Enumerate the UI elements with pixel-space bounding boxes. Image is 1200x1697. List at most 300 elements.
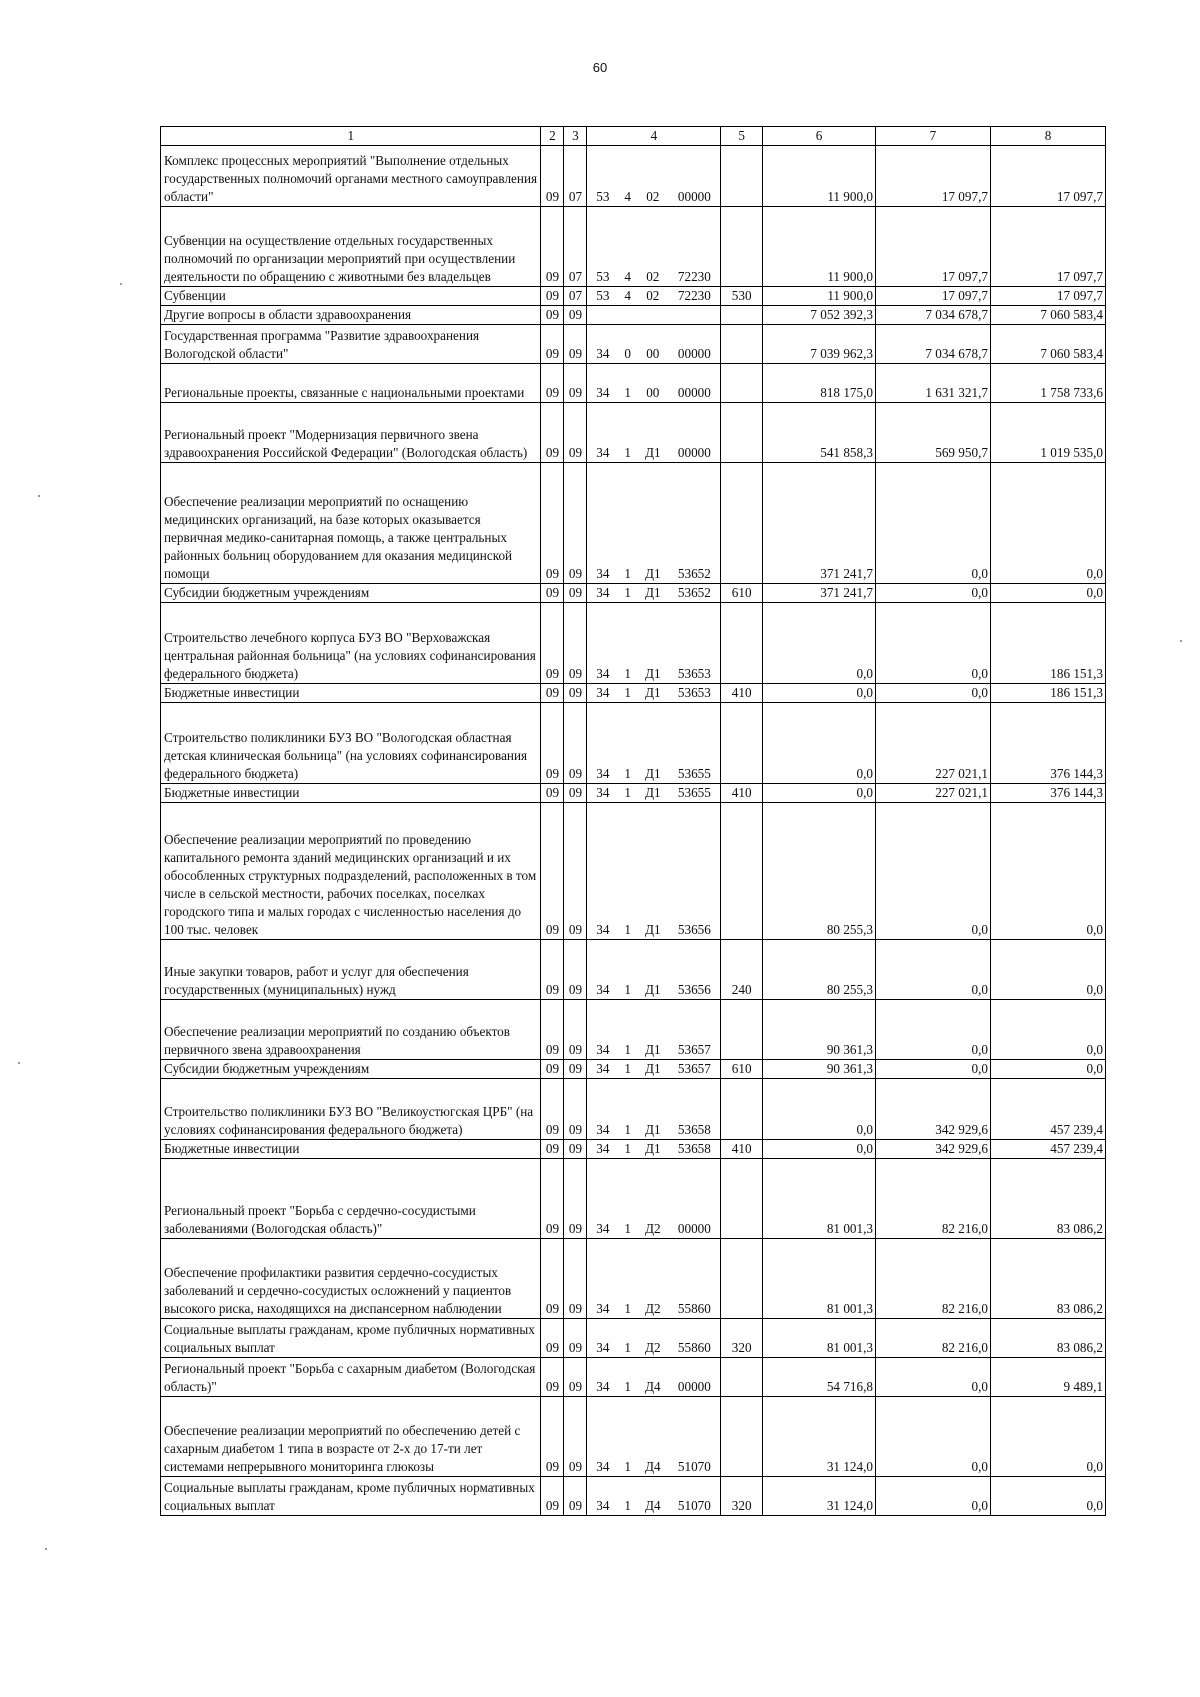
- code-project: 00: [637, 325, 668, 364]
- code-direction: 55860: [668, 1239, 720, 1319]
- code-section: 09: [541, 1239, 564, 1319]
- code-program: 53: [587, 146, 618, 207]
- code-project: Д4: [637, 1477, 668, 1516]
- amount-year-3: 457 239,4: [990, 1079, 1105, 1140]
- code-project: Д1: [637, 803, 668, 940]
- code-type: 4: [618, 207, 637, 287]
- amount-year-1: 371 241,7: [763, 584, 876, 603]
- header-col-6: 6: [763, 127, 876, 146]
- code-section: 09: [541, 1319, 564, 1358]
- code-program: 34: [587, 1159, 618, 1239]
- code-subsection: 07: [564, 207, 587, 287]
- code-section: 09: [541, 325, 564, 364]
- code-expense-type: [721, 306, 763, 325]
- code-section: 09: [541, 603, 564, 684]
- amount-year-2: 227 021,1: [875, 703, 990, 784]
- code-type: 1: [618, 803, 637, 940]
- code-program: 34: [587, 1397, 618, 1477]
- amount-year-2: 82 216,0: [875, 1239, 990, 1319]
- header-col-3: 3: [564, 127, 587, 146]
- code-section: 09: [541, 287, 564, 306]
- table-row: [161, 325, 1106, 364]
- amount-year-1: 81 001,3: [763, 1319, 876, 1358]
- header-col-1: 1: [161, 127, 541, 146]
- code-program: 34: [587, 684, 618, 703]
- code-type: 4: [618, 287, 637, 306]
- amount-year-1: 54 716,8: [763, 1358, 876, 1397]
- amount-year-3: 0,0: [990, 584, 1105, 603]
- code-type: 1: [618, 463, 637, 584]
- amount-year-2: 17 097,7: [875, 287, 990, 306]
- code-direction: 53653: [668, 684, 720, 703]
- row-name: Иные закупки товаров, работ и услуг для обеспечения государственных (муниципальных) нужд: [161, 940, 541, 1000]
- row-name: Обеспечение реализации мероприятий по созданию объектов первичного звена здравоохранения: [161, 1000, 541, 1060]
- row-name: Региональный проект "Модернизация первичного звена здравоохранения Российской Федерации" (Вологодская область): [161, 403, 541, 463]
- row-name: Региональные проекты, связанные с национальными проектами: [161, 364, 541, 403]
- code-project: Д1: [637, 703, 668, 784]
- code-expense-type: 320: [721, 1477, 763, 1516]
- code-subsection: 09: [564, 1477, 587, 1516]
- row-name: Бюджетные инвестиции: [161, 784, 541, 803]
- code-program: 34: [587, 325, 618, 364]
- code-expense-type: [721, 325, 763, 364]
- code-subsection: 09: [564, 403, 587, 463]
- code-section: 09: [541, 584, 564, 603]
- table-row: [161, 803, 1106, 940]
- code-project: Д1: [637, 784, 668, 803]
- code-expense-type: 610: [721, 1060, 763, 1079]
- amount-year-1: 80 255,3: [763, 803, 876, 940]
- amount-year-2: 0,0: [875, 1397, 990, 1477]
- amount-year-2: 0,0: [875, 463, 990, 584]
- code-project: 02: [637, 287, 668, 306]
- amount-year-3: 0,0: [990, 463, 1105, 584]
- code-direction: 53657: [668, 1000, 720, 1060]
- code-project: Д1: [637, 940, 668, 1000]
- table-row: [161, 287, 1106, 306]
- code-section: 09: [541, 684, 564, 703]
- code-direction: 00000: [668, 1358, 720, 1397]
- code-program: 34: [587, 1239, 618, 1319]
- code-expense-type: [721, 603, 763, 684]
- code-type: 1: [618, 1239, 637, 1319]
- table-row: [161, 1239, 1106, 1319]
- code-direction: 51070: [668, 1477, 720, 1516]
- code-subsection: 07: [564, 287, 587, 306]
- header-col-8: 8: [990, 127, 1105, 146]
- code-type: 1: [618, 584, 637, 603]
- table-row: [161, 603, 1106, 684]
- table-row: [161, 1319, 1106, 1358]
- code-direction: 53653: [668, 603, 720, 684]
- amount-year-3: 83 086,2: [990, 1239, 1105, 1319]
- code-program: 34: [587, 584, 618, 603]
- code-project: Д1: [637, 684, 668, 703]
- code-section: 09: [541, 463, 564, 584]
- code-direction: 00000: [668, 403, 720, 463]
- code-section: 09: [541, 146, 564, 207]
- code-expense-type: [721, 403, 763, 463]
- table-row: [161, 306, 1106, 325]
- amount-year-3: 0,0: [990, 1397, 1105, 1477]
- code-program: 34: [587, 603, 618, 684]
- code-project: 00: [637, 364, 668, 403]
- code-program: [587, 306, 618, 325]
- amount-year-2: 0,0: [875, 684, 990, 703]
- code-type: 1: [618, 1140, 637, 1159]
- table-row: [161, 146, 1106, 207]
- header-row: [161, 127, 1106, 146]
- code-type: 1: [618, 403, 637, 463]
- amount-year-3: 83 086,2: [990, 1319, 1105, 1358]
- code-expense-type: 410: [721, 1140, 763, 1159]
- code-section: 09: [541, 1060, 564, 1079]
- code-program: 34: [587, 1140, 618, 1159]
- amount-year-1: 31 124,0: [763, 1397, 876, 1477]
- row-name: Социальные выплаты гражданам, кроме публичных нормативных социальных выплат: [161, 1319, 541, 1358]
- row-name: Бюджетные инвестиции: [161, 1140, 541, 1159]
- scan-speck: [45, 1548, 47, 1550]
- code-subsection: 07: [564, 146, 587, 207]
- amount-year-3: 457 239,4: [990, 1140, 1105, 1159]
- row-name: Субсидии бюджетным учреждениям: [161, 1060, 541, 1079]
- code-expense-type: 320: [721, 1319, 763, 1358]
- amount-year-3: 186 151,3: [990, 603, 1105, 684]
- amount-year-3: 7 060 583,4: [990, 306, 1105, 325]
- code-program: 34: [587, 403, 618, 463]
- code-expense-type: 610: [721, 584, 763, 603]
- table-row: [161, 1079, 1106, 1140]
- code-section: 09: [541, 1477, 564, 1516]
- row-name: Региональный проект "Борьба с сахарным диабетом (Вологодская область)": [161, 1358, 541, 1397]
- code-project: Д1: [637, 1140, 668, 1159]
- code-subsection: 09: [564, 1060, 587, 1079]
- amount-year-1: 11 900,0: [763, 207, 876, 287]
- amount-year-3: 1 019 535,0: [990, 403, 1105, 463]
- amount-year-2: 7 034 678,7: [875, 306, 990, 325]
- table-row: [161, 1477, 1106, 1516]
- code-section: 09: [541, 784, 564, 803]
- scan-speck: [1180, 640, 1182, 642]
- code-section: 09: [541, 207, 564, 287]
- code-type: 1: [618, 784, 637, 803]
- code-subsection: 09: [564, 684, 587, 703]
- scan-speck: [120, 283, 122, 285]
- code-type: [618, 306, 637, 325]
- amount-year-2: 0,0: [875, 940, 990, 1000]
- row-name: Другие вопросы в области здравоохранения: [161, 306, 541, 325]
- table-row: [161, 463, 1106, 584]
- code-expense-type: [721, 1397, 763, 1477]
- code-direction: 00000: [668, 325, 720, 364]
- code-section: 09: [541, 940, 564, 1000]
- code-type: 1: [618, 364, 637, 403]
- code-subsection: 09: [564, 1000, 587, 1060]
- amount-year-3: 17 097,7: [990, 287, 1105, 306]
- amount-year-2: 7 034 678,7: [875, 325, 990, 364]
- code-program: 34: [587, 784, 618, 803]
- row-name: Субсидии бюджетным учреждениям: [161, 584, 541, 603]
- amount-year-2: 0,0: [875, 803, 990, 940]
- amount-year-3: 376 144,3: [990, 703, 1105, 784]
- amount-year-1: 0,0: [763, 1079, 876, 1140]
- table-row: [161, 784, 1106, 803]
- code-expense-type: [721, 207, 763, 287]
- code-type: 1: [618, 684, 637, 703]
- code-expense-type: [721, 463, 763, 584]
- code-subsection: 09: [564, 1239, 587, 1319]
- code-section: 09: [541, 1140, 564, 1159]
- table-row: [161, 1397, 1106, 1477]
- code-expense-type: [721, 146, 763, 207]
- code-section: 09: [541, 1159, 564, 1239]
- header-col-5: 5: [721, 127, 763, 146]
- row-name: Комплекс процессных мероприятий "Выполнение отдельных государственных полномочий органами местного самоуправления области": [161, 146, 541, 207]
- amount-year-1: 81 001,3: [763, 1239, 876, 1319]
- code-direction: 00000: [668, 364, 720, 403]
- code-subsection: 09: [564, 325, 587, 364]
- code-section: 09: [541, 1397, 564, 1477]
- scan-speck: [38, 495, 40, 497]
- code-type: 1: [618, 1060, 637, 1079]
- code-expense-type: 410: [721, 684, 763, 703]
- code-direction: [668, 306, 720, 325]
- code-subsection: 09: [564, 703, 587, 784]
- amount-year-3: 376 144,3: [990, 784, 1105, 803]
- row-name: Субвенции: [161, 287, 541, 306]
- code-direction: 53652: [668, 463, 720, 584]
- code-type: 1: [618, 603, 637, 684]
- code-expense-type: [721, 364, 763, 403]
- code-program: 34: [587, 703, 618, 784]
- amount-year-2: 0,0: [875, 584, 990, 603]
- code-direction: 00000: [668, 146, 720, 207]
- code-project: Д2: [637, 1159, 668, 1239]
- table-row: [161, 703, 1106, 784]
- row-name: Строительство лечебного корпуса БУЗ ВО "Верховажская центральная районная больница" (на условиях софинансирования федерального бюджета): [161, 603, 541, 684]
- code-subsection: 09: [564, 1319, 587, 1358]
- code-type: 1: [618, 1159, 637, 1239]
- code-project: Д1: [637, 463, 668, 584]
- amount-year-1: 90 361,3: [763, 1000, 876, 1060]
- amount-year-2: 0,0: [875, 1477, 990, 1516]
- amount-year-3: 0,0: [990, 940, 1105, 1000]
- code-section: 09: [541, 1000, 564, 1060]
- code-direction: 53655: [668, 784, 720, 803]
- code-program: 34: [587, 1477, 618, 1516]
- header-col-7: 7: [875, 127, 990, 146]
- amount-year-2: 0,0: [875, 1000, 990, 1060]
- code-direction: 53655: [668, 703, 720, 784]
- row-name: Обеспечение реализации мероприятий по проведению капитального ремонта зданий медицинских организаций и их обособленных структурных подразделений, расположенных в том числе в сельской местности, рабочих поселках, поселках городского типа и малых городах с численностью населения до 100 тыс. человек: [161, 803, 541, 940]
- row-name: Обеспечение реализации мероприятий по оснащению медицинских организаций, на базе которых оказывается первичная медико-санитарная помощь, а также центральных районных больниц оборудованием для оказания медицинской помощи: [161, 463, 541, 584]
- code-subsection: 09: [564, 584, 587, 603]
- code-section: 09: [541, 1079, 564, 1140]
- code-direction: 00000: [668, 1159, 720, 1239]
- table-row: [161, 1140, 1106, 1159]
- amount-year-1: 90 361,3: [763, 1060, 876, 1079]
- code-program: 34: [587, 940, 618, 1000]
- amount-year-2: 0,0: [875, 1060, 990, 1079]
- code-expense-type: [721, 1239, 763, 1319]
- code-type: 1: [618, 940, 637, 1000]
- row-name: Бюджетные инвестиции: [161, 684, 541, 703]
- code-expense-type: [721, 1358, 763, 1397]
- code-direction: 53658: [668, 1079, 720, 1140]
- code-subsection: 09: [564, 940, 587, 1000]
- table-row: [161, 207, 1106, 287]
- table-row: [161, 364, 1106, 403]
- amount-year-2: 0,0: [875, 603, 990, 684]
- code-project: 02: [637, 146, 668, 207]
- amount-year-3: 0,0: [990, 803, 1105, 940]
- code-subsection: 09: [564, 463, 587, 584]
- amount-year-2: 82 216,0: [875, 1159, 990, 1239]
- amount-year-2: 17 097,7: [875, 207, 990, 287]
- code-section: 09: [541, 306, 564, 325]
- amount-year-3: 186 151,3: [990, 684, 1105, 703]
- amount-year-2: 1 631 321,7: [875, 364, 990, 403]
- amount-year-3: 0,0: [990, 1000, 1105, 1060]
- page-number: 60: [592, 60, 608, 75]
- code-project: Д2: [637, 1239, 668, 1319]
- amount-year-1: 0,0: [763, 703, 876, 784]
- code-project: Д1: [637, 584, 668, 603]
- amount-year-1: 0,0: [763, 603, 876, 684]
- code-project: Д1: [637, 1079, 668, 1140]
- code-type: 1: [618, 1079, 637, 1140]
- code-project: Д2: [637, 1319, 668, 1358]
- header-col-4: 4: [587, 127, 721, 146]
- code-direction: 55860: [668, 1319, 720, 1358]
- code-direction: 53658: [668, 1140, 720, 1159]
- code-type: 1: [618, 1477, 637, 1516]
- code-subsection: 09: [564, 1140, 587, 1159]
- code-subsection: 09: [564, 364, 587, 403]
- code-project: Д1: [637, 603, 668, 684]
- amount-year-3: 0,0: [990, 1477, 1105, 1516]
- table-row: [161, 1159, 1106, 1239]
- code-subsection: 09: [564, 784, 587, 803]
- code-expense-type: 240: [721, 940, 763, 1000]
- amount-year-2: 17 097,7: [875, 146, 990, 207]
- code-expense-type: [721, 1159, 763, 1239]
- code-subsection: 09: [564, 1397, 587, 1477]
- row-name: Обеспечение реализации мероприятий по обеспечению детей с сахарным диабетом 1 типа в возрасте от 2-х до 17-ти лет системами непрерывного мониторинга глюкозы: [161, 1397, 541, 1477]
- code-direction: 51070: [668, 1397, 720, 1477]
- code-expense-type: [721, 803, 763, 940]
- header-col-2: 2: [541, 127, 564, 146]
- code-program: 53: [587, 207, 618, 287]
- code-expense-type: [721, 1000, 763, 1060]
- code-project: 02: [637, 207, 668, 287]
- code-program: 34: [587, 463, 618, 584]
- row-name: Строительство поликлиники БУЗ ВО "Вологодская областная детская клиническая больница" (на условиях софинансирования федерального бюджета): [161, 703, 541, 784]
- amount-year-1: 541 858,3: [763, 403, 876, 463]
- code-expense-type: [721, 1079, 763, 1140]
- amount-year-1: 0,0: [763, 784, 876, 803]
- code-expense-type: 410: [721, 784, 763, 803]
- budget-table: [160, 126, 1106, 1516]
- amount-year-3: 0,0: [990, 1060, 1105, 1079]
- code-program: 34: [587, 1319, 618, 1358]
- amount-year-1: 80 255,3: [763, 940, 876, 1000]
- scan-speck: [18, 1062, 20, 1064]
- amount-year-1: 0,0: [763, 684, 876, 703]
- amount-year-1: 31 124,0: [763, 1477, 876, 1516]
- code-program: 34: [587, 1079, 618, 1140]
- row-name: Государственная программа "Развитие здравоохранения Вологодской области": [161, 325, 541, 364]
- code-program: 34: [587, 1000, 618, 1060]
- amount-year-2: 0,0: [875, 1358, 990, 1397]
- code-program: 53: [587, 287, 618, 306]
- code-program: 34: [587, 1060, 618, 1079]
- code-direction: 53652: [668, 584, 720, 603]
- code-direction: 53656: [668, 940, 720, 1000]
- code-project: Д4: [637, 1397, 668, 1477]
- code-subsection: 09: [564, 306, 587, 325]
- amount-year-2: 82 216,0: [875, 1319, 990, 1358]
- amount-year-3: 17 097,7: [990, 146, 1105, 207]
- table-row: [161, 684, 1106, 703]
- code-expense-type: 530: [721, 287, 763, 306]
- code-type: 4: [618, 146, 637, 207]
- table-row: [161, 940, 1106, 1000]
- row-name: Строительство поликлиники БУЗ ВО "Великоустюгская ЦРБ" (на условиях софинансирования федерального бюджета): [161, 1079, 541, 1140]
- amount-year-1: 11 900,0: [763, 146, 876, 207]
- row-name: Социальные выплаты гражданам, кроме публичных нормативных социальных выплат: [161, 1477, 541, 1516]
- code-project: Д1: [637, 403, 668, 463]
- amount-year-1: 7 039 962,3: [763, 325, 876, 364]
- code-direction: 53657: [668, 1060, 720, 1079]
- amount-year-1: 371 241,7: [763, 463, 876, 584]
- code-project: [637, 306, 668, 325]
- amount-year-1: 81 001,3: [763, 1159, 876, 1239]
- row-name: Субвенции на осуществление отдельных государственных полномочий по организации мероприятий при осуществлении деятельности по обращению с животными без владельцев: [161, 207, 541, 287]
- code-type: 1: [618, 1358, 637, 1397]
- code-program: 34: [587, 1358, 618, 1397]
- amount-year-2: 342 929,6: [875, 1079, 990, 1140]
- code-type: 0: [618, 325, 637, 364]
- table-row: [161, 403, 1106, 463]
- code-type: 1: [618, 1319, 637, 1358]
- table-row: [161, 1358, 1106, 1397]
- code-section: 09: [541, 364, 564, 403]
- code-section: 09: [541, 403, 564, 463]
- amount-year-3: 1 758 733,6: [990, 364, 1105, 403]
- code-project: Д1: [637, 1000, 668, 1060]
- amount-year-3: 7 060 583,4: [990, 325, 1105, 364]
- amount-year-1: 7 052 392,3: [763, 306, 876, 325]
- code-subsection: 09: [564, 803, 587, 940]
- code-subsection: 09: [564, 1079, 587, 1140]
- code-type: 1: [618, 1397, 637, 1477]
- amount-year-3: 83 086,2: [990, 1159, 1105, 1239]
- amount-year-2: 569 950,7: [875, 403, 990, 463]
- amount-year-3: 17 097,7: [990, 207, 1105, 287]
- code-direction: 72230: [668, 207, 720, 287]
- table-row: [161, 1060, 1106, 1079]
- code-section: 09: [541, 703, 564, 784]
- amount-year-2: 227 021,1: [875, 784, 990, 803]
- code-type: 1: [618, 703, 637, 784]
- table-row: [161, 1000, 1106, 1060]
- code-subsection: 09: [564, 1159, 587, 1239]
- code-subsection: 09: [564, 1358, 587, 1397]
- code-expense-type: [721, 703, 763, 784]
- amount-year-3: 9 489,1: [990, 1358, 1105, 1397]
- code-type: 1: [618, 1000, 637, 1060]
